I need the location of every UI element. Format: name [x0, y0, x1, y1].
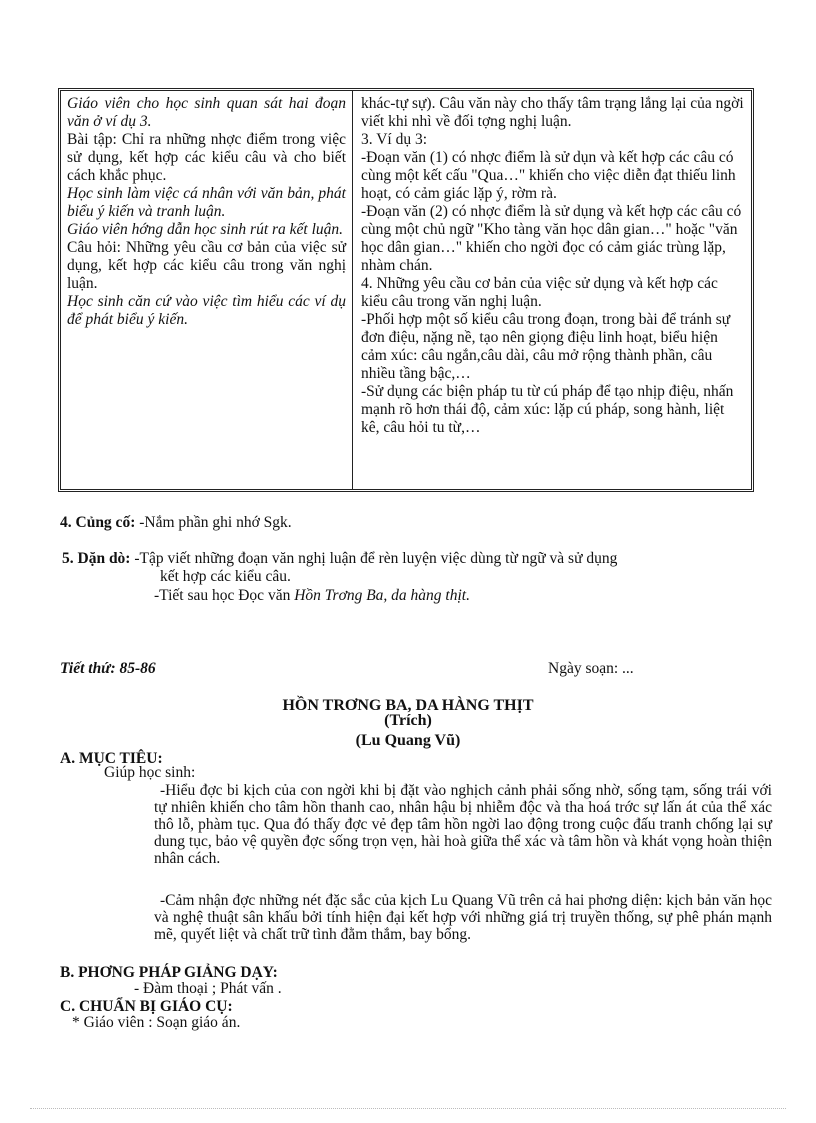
table-left-item: Câu hỏi: Những yêu cầu cơ bản của việc sử dụng, kết hợp các kiểu câu trong văn nghị luận.: [67, 239, 346, 292]
table-right-item: 3. Ví dụ 3:: [361, 131, 428, 148]
muc-tieu-para-1: -Hiểu đợc bi kịch của con ngời khi bị đặt vào nghịch cảnh phải sống nhờ, sống tạm, sống trái với tự nhiên khiến cho tâm hồn thanh cao, nhân hậu bị nhiễm độc và tha hoá trớc sự lấn át của thể xác thô lỗ, phàm tục. Qua đó thấy đợc vẻ đẹp tâm hồn ngời lao động trong cuộc đấu tranh chống lại sự dung tục, bảo vệ quyền đợc sống trọn vẹn, hài hoà giữa thể xác và tâm hồn và khát vọng hoàn thiện nhân cách.: [154, 782, 772, 867]
table-right-item: -Phối hợp một số kiểu câu trong đoạn, trong bài để tránh sự đơn điệu, nặng nề, tạo nên giọng điệu linh hoạt, biểu hiện cảm xúc: câu ngắn,câu dài, câu mở rộng thành phần, câu nhiều tầng bậc,…: [361, 311, 731, 382]
dan-do-line-3: [154, 587, 470, 605]
author: (Lu Quang Vũ): [355, 732, 461, 749]
table-left-item: Học sinh căn cứ vào việc tìm hiểu các ví dụ để phát biểu ý kiến.: [67, 293, 346, 328]
dan-do-text-3-italic: Hồn Trơng Ba, da hàng thịt.: [294, 587, 470, 604]
table-left-item: Bài tập: Chỉ ra những nhợc điểm trong việc sử dụng, kết hợp các kiểu câu và cho biết cách khắc phục.: [67, 131, 346, 184]
table-right-item: khác-tự sự). Câu văn này cho thấy tâm trạng lắng lại của ngời viết khi nhì về đối tợng nghị luận.: [361, 95, 744, 130]
chuan-bi-text: * Giáo viên : Soạn giáo án.: [72, 1014, 241, 1031]
table-right-column: [353, 91, 751, 489]
ngay-soan: Ngày soạn: ...: [548, 660, 634, 677]
muc-tieu-heading: A. MỤC TIÊU:: [60, 750, 163, 767]
table-left-column: [61, 91, 353, 489]
cung-co-line: [60, 514, 292, 532]
page-footer-divider: [30, 1108, 786, 1109]
muc-tieu-para-2: -Cảm nhận đợc những nét đặc sắc của kịch Lu Quang Vũ trên cả hai phơng diện: kịch bản văn học và nghệ thuật sân khấu bởi tính hiện đại kết hợp với những giá trị truyền thống, sự phê phán mạnh mẽ, quyết liệt và chất trữ tình đằm thắm, bay bổng.: [154, 892, 772, 943]
cung-co-text: -Nắm phần ghi nhớ Sgk.: [139, 514, 292, 531]
chuan-bi-heading: C. CHUẨN BỊ GIÁO CỤ:: [60, 998, 233, 1015]
lesson-table: [58, 88, 754, 492]
table-left-item: Giáo viên hớng dẫn học sinh rút ra kết luận.: [67, 221, 344, 238]
muc-tieu-intro: Giúp học sinh:: [104, 764, 196, 781]
dan-do-label: 5. Dặn dò:: [62, 550, 131, 567]
phuong-phap-heading: B. PHƠNG PHÁP GIẢNG DẠY:: [60, 964, 278, 981]
dan-do-line: [62, 550, 617, 568]
phuong-phap-text: - Đàm thoại ; Phát vấn .: [134, 980, 282, 997]
cung-co-label: 4. Củng cố:: [60, 514, 136, 531]
page-title: HỒN TRƠNG BA, DA HÀNG THỊT: [282, 697, 534, 714]
table-right-item: 4. Những yêu cầu cơ bản của việc sử dụng và kết hợp các kiểu câu trong văn nghị luận.: [361, 275, 718, 310]
dan-do-text-2: kết hợp các kiểu câu.: [160, 568, 291, 585]
tiet-thu: Tiết thứ: 85-86: [60, 660, 156, 677]
table-right-item: -Đoạn văn (2) có nhợc điểm là sử dụng và kết hợp các câu có cùng một chủ ngữ "Kho tàng văn học dân gian…" hoặc "văn học dân gian…" khiến cho ngời đọc có cảm giác trùng lặp, nhàm chán.: [361, 203, 742, 274]
page-subtitle: (Trích): [384, 712, 432, 729]
table-right-item: -Sử dụng các biện pháp tu từ cú pháp để tạo nhịp điệu, nhấn mạnh rõ hơn thái độ, cảm xúc: lặp cú pháp, song hành, liệt kê, câu hỏi tu từ,…: [361, 383, 734, 436]
table-left-item: Giáo viên cho học sinh quan sát hai đoạn văn ở ví dụ 3.: [67, 95, 346, 130]
dan-do-text-1: -Tập viết những đoạn văn nghị luận để rèn luyện việc dùng từ ngữ và sử dụng: [134, 550, 618, 567]
dan-do-text-3: -Tiết sau học Đọc văn: [154, 587, 295, 604]
table-right-item: -Đoạn văn (1) có nhợc điểm là sử dụn và kết hợp các câu có cùng một kết cấu "Qua…" khiến cho việc diễn đạt thiếu linh hoạt, có cảm giác lặp ý, rờm rà.: [361, 149, 736, 202]
table-left-item: Học sinh làm việc cá nhân với văn bản, phát biểu ý kiến và tranh luận.: [67, 185, 346, 220]
